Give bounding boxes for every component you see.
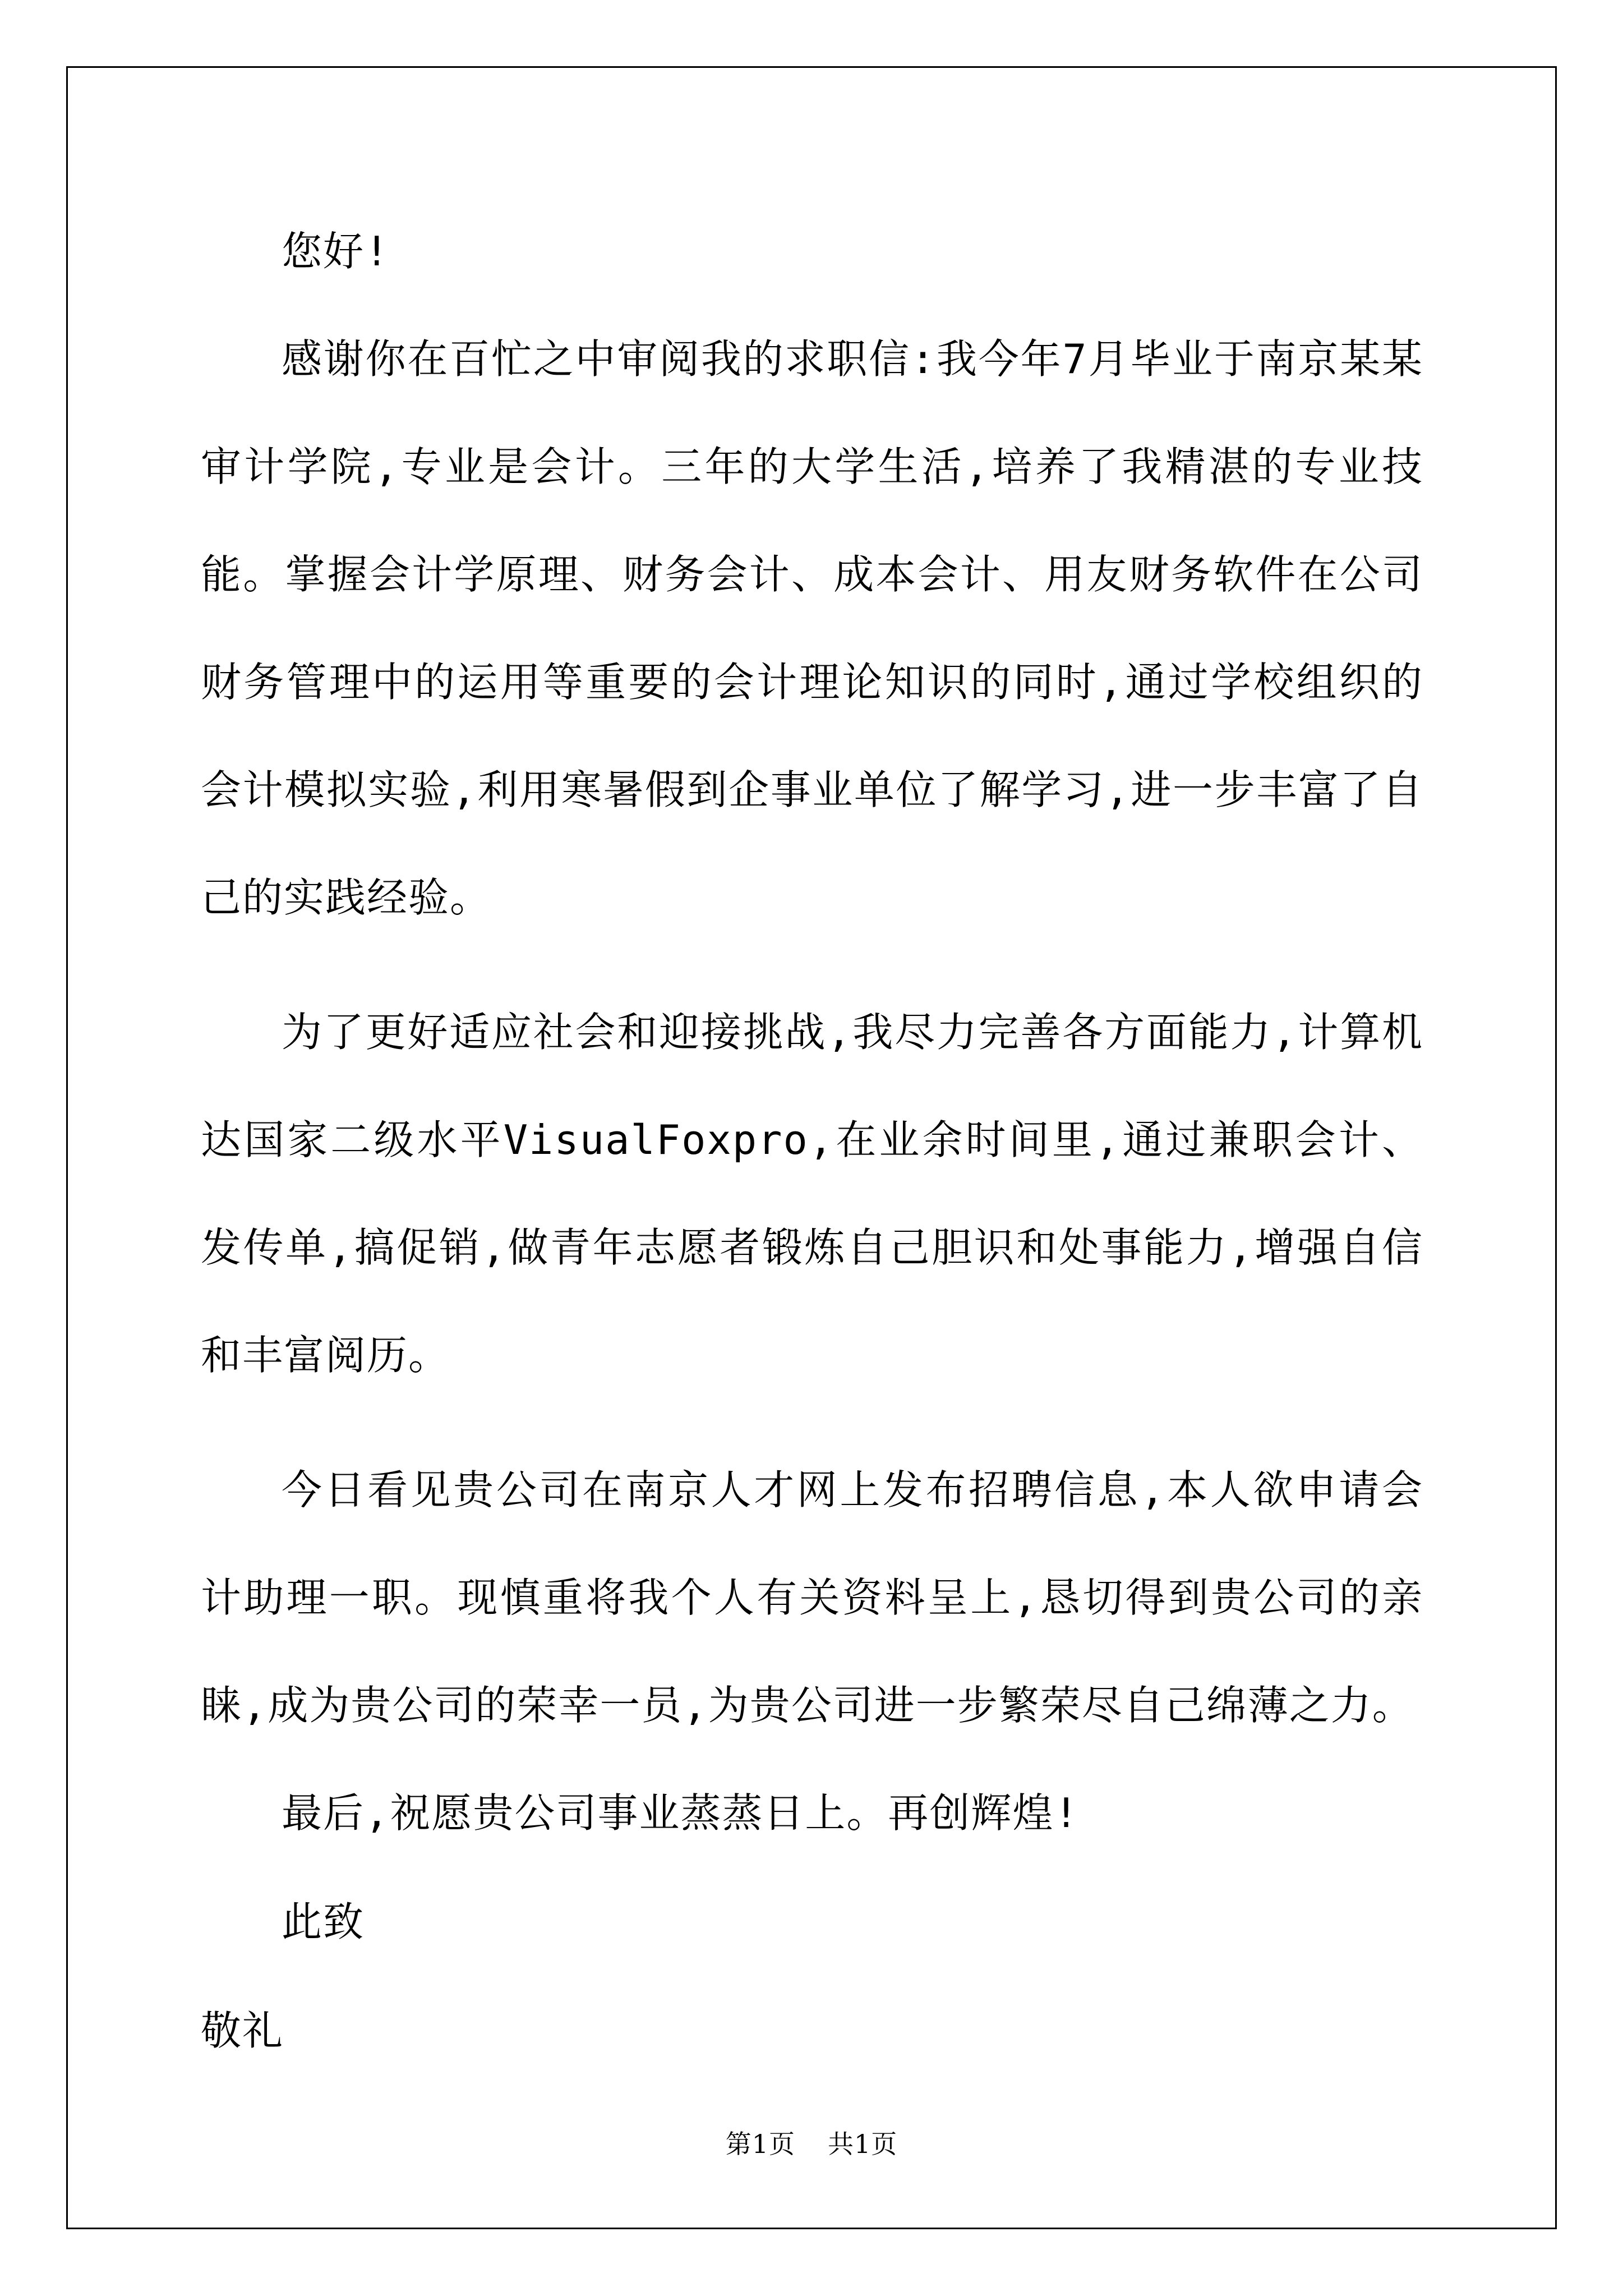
letter-regards: 敬礼 (201, 2007, 284, 2054)
page-number-total: 共1页 (828, 2129, 898, 2159)
letter-wishes: 最后,祝愿贵公司事业蒸蒸日上。再创辉煌! (282, 1789, 1080, 1837)
page-footer (0, 2124, 1623, 2161)
letter-body (201, 224, 1423, 2058)
letter-paragraph: 今日看见贵公司在南京人才网上发布招聘信息,本人欲申请会计助理一职。现慎重将我个人有关资料呈上,恳切得到贵公司的亲睐,成为贵公司的荣幸一员,为贵公司进一步繁荣尽自己绵薄之力。 (201, 1466, 1423, 1729)
letter-paragraph: 为了更好适应社会和迎接挑战,我尽力完善各方面能力,计算机达国家二级水平VisualFoxpro,在业余时间里,通过兼职会计、发传单,搞促销,做青年志愿者锻炼自己胆识和处事能力,增强自信和丰富阅历。 (201, 1009, 1423, 1379)
page-number-current: 第1页 (725, 2129, 795, 2159)
letter-greeting: 您好! (282, 228, 390, 275)
letter-closing: 此致 (282, 1898, 365, 1945)
letter-paragraph: 感谢你在百忙之中审阅我的求职信:我今年7月毕业于南京某某审计学院,专业是会计。三年的大学生活,培养了我精湛的专业技能。掌握会计学原理、财务会计、成本会计、用友财务软件在公司财务管理中的运用等重要的会计理论知识的同时,通过学校组织的会计模拟实验,利用寒暑假到企事业单位了解学习,进一步丰富了自己的实践经验。 (201, 335, 1423, 921)
